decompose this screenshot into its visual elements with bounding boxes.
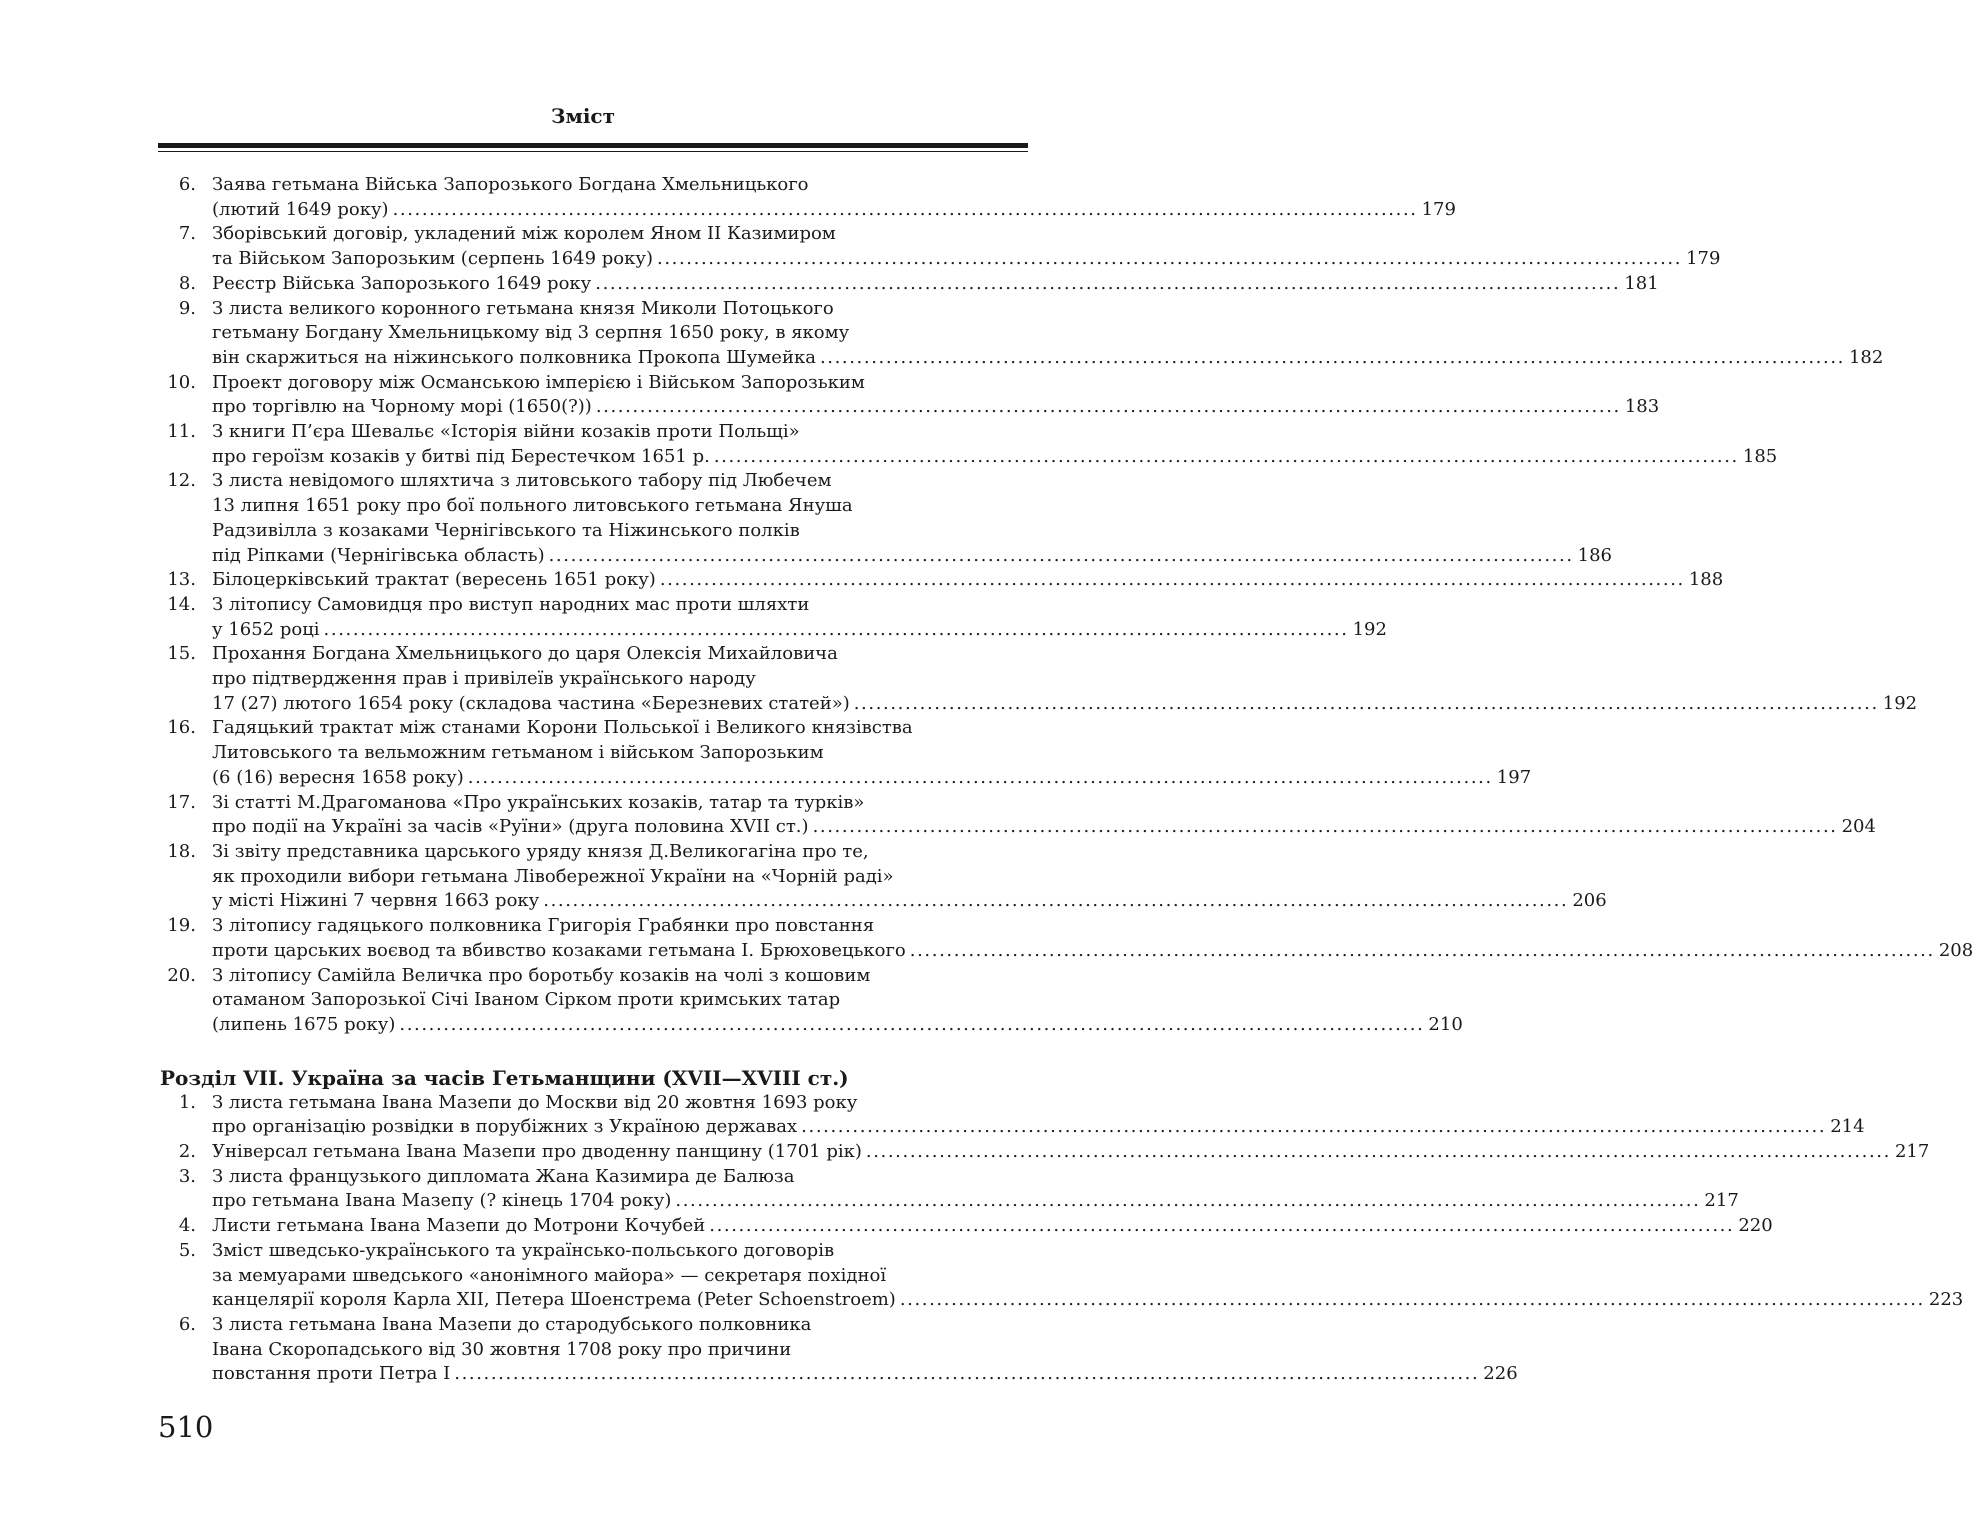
entry-number: 11. (167, 421, 196, 443)
entry-line: Гадяцький трактат між станами Корони Польської і Великого князівства (212, 717, 913, 739)
entry-text (212, 272, 1659, 297)
header-rule-thick (158, 143, 1028, 148)
dot-leader: ............................................................................................................................................ (659, 569, 1685, 591)
entry-line: (липень 1675 року) (212, 1013, 396, 1035)
entry-text (212, 1091, 1865, 1140)
entry-last-line (212, 247, 1721, 272)
dot-leader: ............................................................................................................................................ (657, 248, 1683, 270)
entry-number: 10. (167, 371, 196, 393)
entry-page-number: 226 (1483, 1363, 1518, 1385)
dot-leader: ............................................................................................................................................ (399, 1013, 1425, 1035)
entry-line: Реєстр Війська Запорозького 1649 року (212, 272, 592, 294)
entry-number: 17. (167, 791, 196, 813)
entry-page-number: 204 (1841, 816, 1876, 838)
toc-entry (158, 272, 1659, 297)
dot-leader: ............................................................................................................................................ (595, 272, 1621, 294)
entry-line: Зі звіту представника царського уряду князя Д.Великогагіна про те, (212, 840, 869, 862)
entry-page-number: 208 (1938, 939, 1973, 961)
entry-number: 13. (167, 569, 196, 591)
entry-text (212, 1214, 1773, 1239)
dot-leader: ............................................................................................................................................ (709, 1215, 1735, 1237)
toc-entry (158, 593, 1387, 642)
toc-entry (158, 791, 1876, 840)
entry-line: під Ріпками (Чернігівська область) (212, 544, 545, 566)
entry-text (212, 791, 1876, 840)
entry-line: З літопису гадяцького полковника Григорія Грабянки про повстання (212, 915, 875, 937)
entry-text (212, 1313, 1518, 1387)
entry-number: 18. (167, 840, 196, 862)
toc-entry (158, 1140, 1930, 1165)
entry-line: він скаржиться на ніжинського полковника Прокопа Шумейка (212, 346, 816, 368)
entry-number: 15. (167, 643, 196, 665)
entry-line: у 1652 році (212, 618, 320, 640)
entry-line: З листа французького дипломата Жана Казимира де Балюза (212, 1165, 795, 1187)
entry-line: (6 (16) вересня 1658 року) (212, 766, 464, 788)
dot-leader: ............................................................................................................................................ (812, 816, 1838, 838)
toc-entry (158, 420, 1778, 469)
dot-leader: ............................................................................................................................................ (675, 1190, 1701, 1212)
entry-page-number: 220 (1738, 1215, 1773, 1237)
entry-line: Універсал гетьмана Івана Мазепи про дводенну панщину (1701 рік) (212, 1141, 862, 1163)
entry-number: 1. (178, 1091, 196, 1113)
entry-last-line (212, 618, 1387, 643)
toc-entry (158, 568, 1724, 593)
dot-leader: ............................................................................................................................................ (819, 346, 1845, 368)
entry-number: 12. (167, 470, 196, 492)
entry-text (212, 568, 1724, 593)
entry-line: про підтвердження прав і привілеїв українського народу (212, 668, 756, 690)
entry-line: про торгівлю на Чорному морі (1650(?)) (212, 396, 592, 418)
entry-last-line (212, 544, 1613, 569)
entry-last-line (212, 1214, 1773, 1239)
dot-leader: ............................................................................................................................................ (865, 1141, 1891, 1163)
table-of-contents (158, 173, 1973, 1387)
toc-entry (158, 469, 1613, 568)
entry-line: Івана Скоропадського від 30 жовтня 1708 року про причини (212, 1338, 792, 1360)
entry-line: гетьману Богдану Хмельницькому від 3 серпня 1650 року, в якому (212, 322, 850, 344)
entry-number: 3. (178, 1165, 196, 1187)
entry-line: Радзивілла з козаками Чернігівського та Ніжинського полків (212, 519, 800, 541)
entry-line: З книги П’єра Шевальє «Історія війни козаків проти Польщі» (212, 421, 800, 443)
entry-last-line (212, 692, 1918, 717)
entry-last-line (212, 1140, 1930, 1165)
page-number: 510 (158, 1410, 214, 1444)
entry-page-number: 185 (1742, 445, 1778, 467)
dot-leader: ............................................................................................................................................ (801, 1116, 1827, 1138)
entry-line: про події на Україні за часів «Руїни» (друга половина XVII ст.) (212, 816, 809, 838)
header-rule-thin (158, 151, 1028, 152)
entry-line: Листи гетьмана Івана Мазепи до Мотрони Кочубей (212, 1215, 706, 1237)
entry-line: З листа великого коронного гетьмана князя Миколи Потоцького (212, 297, 834, 319)
entry-number: 7. (178, 223, 196, 245)
dot-leader: ............................................................................................................................................ (853, 692, 1879, 714)
entry-last-line (212, 1189, 1739, 1214)
toc-entry (158, 840, 1607, 914)
entry-last-line (212, 395, 1660, 420)
entry-number: 5. (178, 1239, 196, 1261)
dot-leader: ............................................................................................................................................ (713, 445, 1739, 467)
entry-text (212, 914, 1973, 963)
entry-text (212, 420, 1778, 469)
entry-text (212, 173, 1456, 222)
entry-page-number: 188 (1688, 569, 1724, 591)
entry-last-line (212, 1115, 1865, 1140)
entry-page-number: 183 (1624, 396, 1660, 418)
entry-last-line (212, 568, 1724, 593)
entry-page-number: 217 (1704, 1190, 1739, 1212)
entry-number: 16. (167, 717, 196, 739)
dot-leader: ............................................................................................................................................ (454, 1363, 1480, 1385)
entry-line: отаманом Запорозької Січі Іваном Сірком проти кримських татар (212, 989, 841, 1011)
dot-leader: ............................................................................................................................................ (909, 939, 1935, 961)
entry-page-number: 179 (1686, 248, 1721, 270)
toc-entry (158, 914, 1973, 963)
entry-last-line (212, 346, 1884, 371)
entry-line: Зміст шведсько-українського та українсько-польського договорів (212, 1239, 835, 1261)
toc-entry (158, 964, 1463, 1038)
entry-last-line (212, 445, 1778, 470)
entry-line: З листа невідомого шляхтича з литовського табору під Любечем (212, 470, 832, 492)
entry-text (212, 1140, 1930, 1165)
entry-text (212, 642, 1918, 716)
entry-page-number: 197 (1496, 766, 1532, 788)
entry-line: за мемуарами шведського «анонімного майора» — секретаря похідної (212, 1264, 887, 1286)
entry-page-number: 192 (1352, 618, 1387, 640)
entry-number: 8. (178, 272, 196, 294)
dot-leader: ............................................................................................................................................ (595, 396, 1621, 418)
entry-number: 19. (167, 915, 196, 937)
entry-page-number: 206 (1572, 890, 1607, 912)
entry-text (212, 716, 1532, 790)
entry-line: Литовського та вельможним гетьманом і військом Запорозьким (212, 742, 824, 764)
entry-line: Заява гетьмана Війська Запорозького Богдана Хмельницького (212, 174, 809, 195)
entry-text (212, 593, 1387, 642)
entry-text (212, 297, 1884, 371)
toc-entry (158, 173, 1456, 222)
dot-leader: ............................................................................................................................................ (323, 618, 1349, 640)
section-heading: Розділ VII. Україна за часів Гетьманщини (XVII—XVIII ст.) (160, 1065, 849, 1090)
entry-line: у місті Ніжині 7 червня 1663 року (212, 890, 540, 912)
entry-last-line (212, 939, 1973, 964)
entry-line: Зборівський договір, укладений між королем Яном II Казимиром (212, 223, 836, 245)
entry-line: канцелярії короля Карла XII, Петера Шоенстрема (Peter Schoenstroem) (212, 1289, 896, 1311)
entry-page-number: 192 (1882, 692, 1918, 714)
entry-line: 17 (27) лютого 1654 року (складова частина «Березневих статей») (212, 692, 850, 714)
entry-line: та Військом Запорозьким (серпень 1649 року) (212, 248, 654, 270)
entry-number: 9. (178, 297, 196, 319)
entry-last-line (212, 198, 1456, 223)
entry-last-line (212, 1013, 1463, 1038)
entry-line: Зі статті М.Драгоманова «Про українських козаків, татар та турків» (212, 791, 865, 813)
entry-number: 4. (178, 1215, 196, 1237)
entry-text (212, 1239, 1964, 1313)
entry-line: З літопису Самійла Величка про боротьбу козаків на чолі з кошовим (212, 964, 871, 986)
entry-last-line (212, 815, 1876, 840)
dot-leader: ............................................................................................................................................ (543, 890, 1569, 912)
entry-last-line (212, 1362, 1518, 1387)
section-entries-list (158, 1091, 1964, 1387)
entry-last-line (212, 766, 1532, 791)
dot-leader: ............................................................................................................................................ (899, 1289, 1925, 1311)
entry-line: З літопису Самовидця про виступ народних мас проти шляхти (212, 593, 810, 615)
entry-number: 6. (178, 174, 196, 195)
toc-entry (158, 716, 1532, 790)
entry-number: 2. (178, 1141, 196, 1163)
entry-line: Проект договору між Османською імперією і Військом Запорозьким (212, 371, 865, 393)
toc-entry (158, 1313, 1518, 1387)
entry-line: (лютий 1649 року) (212, 198, 389, 220)
entry-page-number: 182 (1848, 346, 1884, 368)
running-header-title: Зміст (551, 104, 615, 128)
entry-page-number: 223 (1928, 1289, 1964, 1311)
toc-entry (158, 222, 1721, 271)
entry-line: як проходили вибори гетьмана Лівобережної України на «Чорній раді» (212, 865, 894, 887)
entry-line: Білоцерківський трактат (вересень 1651 року) (212, 569, 656, 591)
entry-last-line (212, 272, 1659, 297)
dot-leader: ............................................................................................................................................ (548, 544, 1574, 566)
entry-text (212, 1165, 1739, 1214)
entry-last-line (212, 889, 1607, 914)
entry-text (212, 840, 1607, 914)
toc-entry (158, 297, 1884, 371)
entry-number: 20. (167, 964, 196, 986)
toc-entry (158, 371, 1660, 420)
entry-line: про героїзм козаків у битві під Берестечком 1651 р. (212, 445, 710, 467)
dot-leader: ............................................................................................................................................ (392, 198, 1418, 220)
entry-page-number: 214 (1830, 1116, 1865, 1138)
entry-text (212, 371, 1660, 420)
entry-line: про організацію розвідки в порубіжних з Україною державах (212, 1116, 798, 1138)
entry-page-number: 210 (1428, 1013, 1463, 1035)
toc-entry (158, 1239, 1964, 1313)
entry-number: 14. (167, 593, 196, 615)
entry-text (212, 222, 1721, 271)
entry-line: З листа гетьмана Івана Мазепи до стародубського полковника (212, 1313, 812, 1335)
entry-last-line (212, 1288, 1964, 1313)
entry-line: 13 липня 1651 року про бої польного литовського гетьмана Януша (212, 495, 853, 517)
entry-line: проти царських воєвод та вбивство козаками гетьмана І. Брюховецького (212, 939, 906, 961)
toc-entry (158, 1165, 1739, 1214)
entry-number: 6. (178, 1313, 196, 1335)
dot-leader: ............................................................................................................................................ (467, 766, 1493, 788)
entry-text (212, 469, 1613, 568)
entry-page-number: 179 (1421, 198, 1456, 220)
entry-line: Прохання Богдана Хмельницького до царя Олексія Михайловича (212, 643, 838, 665)
entry-page-number: 186 (1577, 544, 1613, 566)
entry-text (212, 964, 1463, 1038)
entry-line: про гетьмана Івана Мазепу (? кінець 1704 року) (212, 1190, 672, 1212)
entry-line: повстання проти Петра I (212, 1363, 451, 1385)
entry-page-number: 181 (1624, 272, 1659, 294)
toc-entry (158, 1214, 1773, 1239)
toc-entry (158, 1091, 1865, 1140)
entry-line: З листа гетьмана Івана Мазепи до Москви від 20 жовтня 1693 року (212, 1091, 858, 1113)
entry-page-number: 217 (1894, 1141, 1930, 1163)
entries-list (158, 173, 1973, 1038)
toc-entry (158, 642, 1918, 716)
